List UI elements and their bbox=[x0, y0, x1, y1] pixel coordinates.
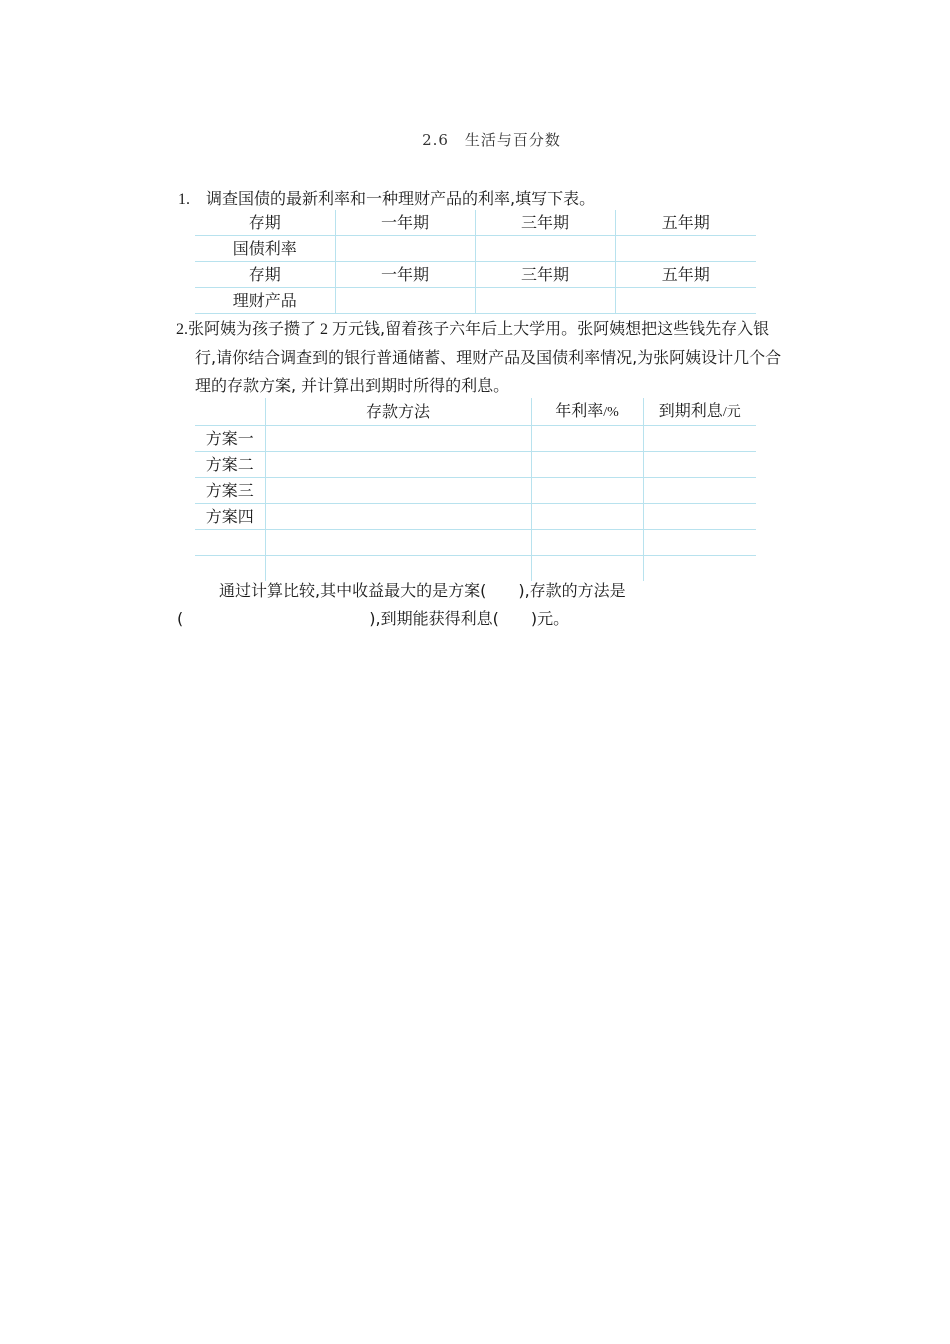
question-1 bbox=[178, 186, 595, 213]
header-interest-unit: /元 bbox=[722, 405, 741, 420]
table-row bbox=[195, 288, 756, 314]
question-2-line-2: 行,请你结合调查到的银行普通储蓄、理财产品及国债利率情况,为张阿姨设计几个合 bbox=[195, 348, 782, 367]
header-interest-label: 到期利息 bbox=[658, 401, 723, 420]
plan-label[interactable] bbox=[195, 530, 265, 556]
answer-cell[interactable] bbox=[643, 426, 756, 452]
answer-cell[interactable] bbox=[531, 426, 643, 452]
answer-cell[interactable] bbox=[643, 452, 756, 478]
question-2-text: 万元钱,留着孩子六年后上大学用。张阿姨想把这些钱先存入银 bbox=[332, 319, 770, 338]
question-2-number: 2. bbox=[176, 321, 188, 338]
header-cell-five-year: 五年期 bbox=[615, 210, 756, 236]
answer-cell[interactable] bbox=[265, 530, 531, 556]
table-row bbox=[195, 236, 756, 262]
page-title: 2.6 生活与百分数 bbox=[422, 131, 561, 149]
answer-cell[interactable] bbox=[335, 236, 475, 262]
header-cell-term: 存期 bbox=[195, 262, 335, 288]
header-cell-blank bbox=[195, 398, 265, 426]
conclusion-line-2 bbox=[177, 606, 569, 632]
question-2-line-1 bbox=[176, 316, 769, 343]
header-cell-three-year: 三年期 bbox=[475, 262, 615, 288]
table-row bbox=[195, 530, 756, 556]
rate-survey-table bbox=[195, 210, 756, 314]
table-row bbox=[195, 426, 756, 452]
answer-cell[interactable] bbox=[643, 504, 756, 530]
table-row bbox=[195, 210, 756, 236]
answer-cell[interactable] bbox=[531, 452, 643, 478]
header-cell-method: 存款方法 bbox=[265, 398, 531, 426]
answer-cell[interactable] bbox=[475, 288, 615, 314]
table-row bbox=[195, 504, 756, 530]
answer-cell[interactable] bbox=[265, 504, 531, 530]
table-row bbox=[195, 452, 756, 478]
header-cell-rate bbox=[531, 398, 643, 426]
answer-cell[interactable] bbox=[643, 478, 756, 504]
question-1-text: 调查国债的最新利率和一种理财产品的利率,填写下表。 bbox=[206, 189, 596, 208]
answer-cell[interactable] bbox=[615, 236, 756, 262]
question-1-number: 1. bbox=[178, 191, 190, 208]
header-cell-five-year: 五年期 bbox=[615, 262, 756, 288]
conclusion-line-1 bbox=[219, 578, 626, 604]
table-row bbox=[195, 262, 756, 288]
plan-label: 方案三 bbox=[195, 478, 265, 504]
conclusion-text: ( bbox=[177, 609, 184, 628]
conclusion-text: )元。 bbox=[530, 609, 570, 628]
answer-cell[interactable] bbox=[531, 530, 643, 556]
header-rate-label: 年利率 bbox=[555, 401, 604, 420]
conclusion-text: 通过计算比较,其中收益最大的是方案( bbox=[219, 581, 487, 600]
plan-label: 方案四 bbox=[195, 504, 265, 530]
answer-cell[interactable] bbox=[531, 504, 643, 530]
plan-label: 方案二 bbox=[195, 452, 265, 478]
answer-cell[interactable] bbox=[265, 478, 531, 504]
savings-plan-table bbox=[195, 398, 756, 581]
question-2-line-3: 理的存款方案, 并计算出到期时所得的利息。 bbox=[195, 376, 510, 395]
header-cell-one-year: 一年期 bbox=[335, 262, 475, 288]
row-label-financial-product: 理财产品 bbox=[195, 288, 335, 314]
question-2-text: 张阿姨为孩子攒了 bbox=[188, 319, 317, 338]
header-rate-unit: /% bbox=[603, 405, 619, 420]
answer-cell[interactable] bbox=[643, 530, 756, 556]
answer-cell[interactable] bbox=[265, 426, 531, 452]
answer-cell[interactable] bbox=[643, 556, 756, 582]
answer-cell[interactable] bbox=[531, 478, 643, 504]
conclusion-text: ),到期能获得利息( bbox=[369, 609, 499, 628]
plan-label: 方案一 bbox=[195, 426, 265, 452]
header-cell-interest bbox=[643, 398, 756, 426]
row-label-bond-rate: 国债利率 bbox=[195, 236, 335, 262]
table-row bbox=[195, 478, 756, 504]
conclusion-text: ),存款的方法是 bbox=[518, 581, 626, 600]
answer-cell[interactable] bbox=[475, 236, 615, 262]
header-cell-term: 存期 bbox=[195, 210, 335, 236]
table-row bbox=[195, 398, 756, 426]
answer-cell[interactable] bbox=[265, 452, 531, 478]
header-cell-three-year: 三年期 bbox=[475, 210, 615, 236]
header-cell-one-year: 一年期 bbox=[335, 210, 475, 236]
answer-cell[interactable] bbox=[335, 288, 475, 314]
answer-cell[interactable] bbox=[615, 288, 756, 314]
question-2-amount: 2 bbox=[320, 321, 329, 338]
